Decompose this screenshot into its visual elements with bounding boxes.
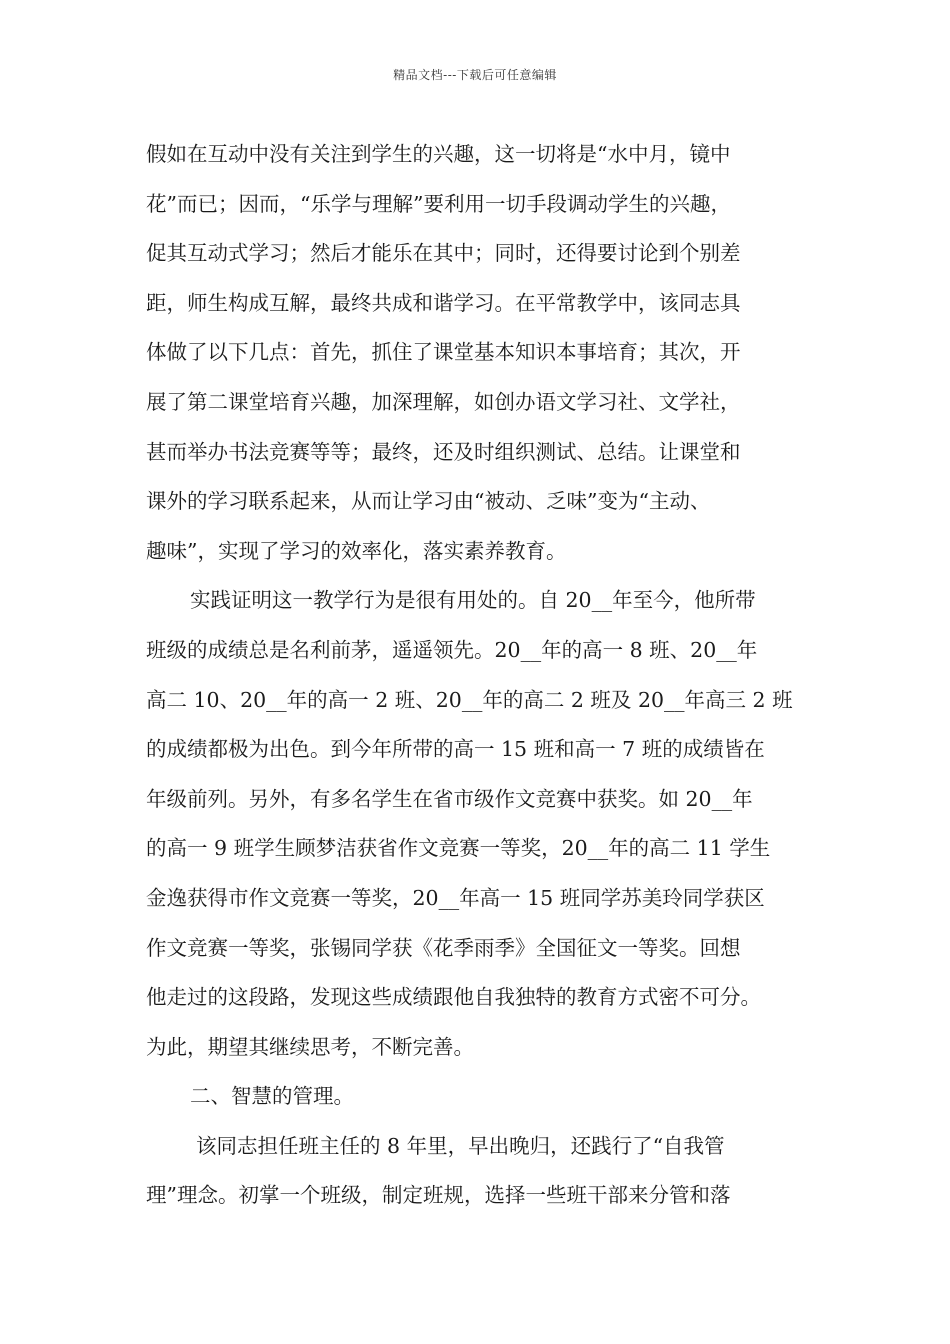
text-line: 年级前列。另外，有多名学生在省市级作文竞赛中获奖。如 20__年 [146,786,753,811]
text-line: 实践证明这一教学行为是很有用处的。自 20__年至今，他所带 [190,588,756,613]
text-line: 甚而举办书法竞赛等等；最终，还及时组织测试、总结。让课堂和 [146,439,741,464]
text-line: 促其互动式学习；然后才能乐在其中；同时，还得要讨论到个别差 [146,241,741,266]
text-line: 展了第二课堂培育兴趣，加深理解，如创办语文学习社、文学社， [146,389,741,414]
text-line: 趣味”，实现了学习的效率化，落实素养教育。 [146,538,567,563]
text-line: 的高一 9 班学生顾梦洁获省作文竞赛一等奖，20__年的高二 11 学生 [146,836,771,861]
text-line: 的成绩都极为出色。到今年所带的高一 15 班和高一 7 班的成绩皆在 [146,737,765,762]
text-line: 班级的成绩总是名利前茅，遥遥领先。20__年的高一 8 班、20__年 [146,637,758,662]
text-line: 体做了以下几点：首先，抓住了课堂基本知识本事培育；其次，开 [146,340,741,365]
text-line: 作文竞赛一等奖，张锡同学获《花季雨季》全国征文一等奖。回想 [146,935,741,960]
text-line: 距，师生构成互解，最终共成和谐学习。在平常教学中，该同志具 [146,290,741,315]
text-line: 金逸获得市作文竞赛一等奖，20__年高一 15 班同学苏美玲同学获区 [146,885,765,910]
text-line: 该同志担任班主任的 8 年里，早出晚归，还践行了“自我管 [196,1133,725,1158]
text-line: 理”理念。初掌一个班级，制定班规，选择一些班干部来分管和落 [146,1183,731,1208]
text-line: 为此，期望其继续思考，不断完善。 [146,1034,474,1059]
document-body [146,130,826,1221]
text-line: 课外的学习联系起来，从而让学习由“被动、乏味”变为“主动、 [146,489,711,514]
text-line: 二、智慧的管理。 [190,1084,354,1109]
text-line: 他走过的这段路，发现这些成绩跟他自我独特的教育方式密不可分。 [146,985,761,1010]
text-line: 高二 10、20__年的高一 2 班、20__年的高二 2 班及 20__年高三 2 班 [146,687,793,712]
text-line: 假如在互动中没有关注到学生的兴趣，这一切将是“水中月，镜中 [146,142,731,166]
text-line: 花”而已；因而，“乐学与理解”要利用一切手段调动学生的兴趣， [146,191,731,216]
page-header: 精品文档---下载后可任意编辑 [393,68,557,82]
